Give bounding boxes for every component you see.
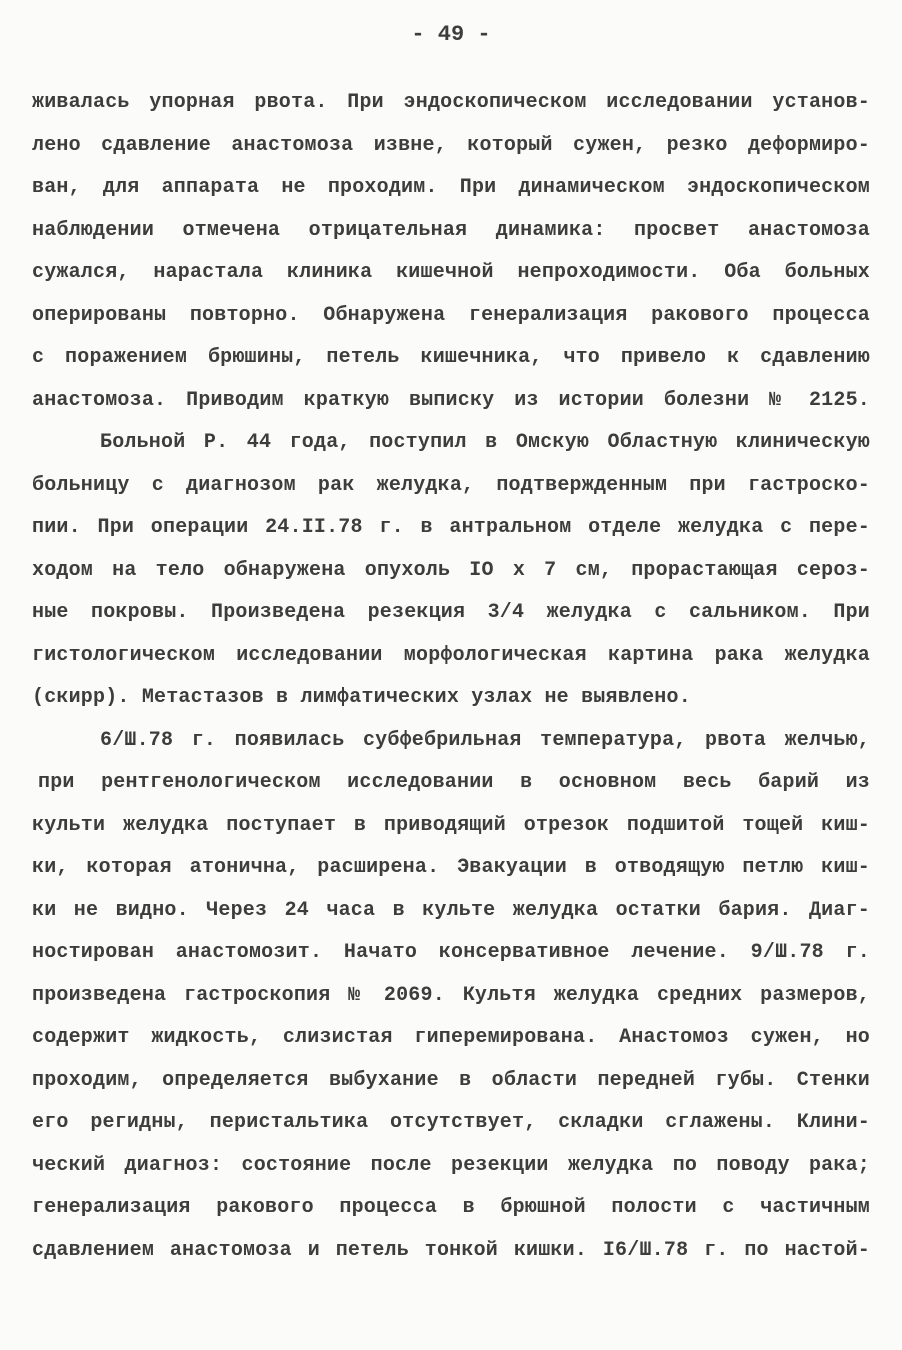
- paragraph-3: [32, 720, 870, 1273]
- text-line: ческий диагноз: состояние после резекции желудка по поводу рака;: [32, 1153, 870, 1177]
- text-line: сужался, нарастала клиника кишечной непроходимости. Оба больных: [32, 261, 870, 284]
- text-line: его регидны, перистальтика отсутствует, складки сглажены. Клини-: [32, 1111, 870, 1134]
- text-line: больницу с диагнозом рак желудка, подтвержденным при гастроско-: [32, 473, 870, 497]
- text-line: ки, которая атонична, расширена. Эвакуации в отводящую петлю киш-: [32, 856, 870, 879]
- text-line: ван, для аппарата не проходим. При динамическом эндоскопическом: [32, 176, 870, 199]
- text-line: живалась упорная рвота. При эндоскопическом исследовании установ-: [32, 91, 870, 114]
- text-line: культи желудка поступает в приводящий отрезок подшитой тощей киш-: [32, 813, 870, 837]
- text-line: сдавлением анастомоза и петель тонкой кишки. I6/Ш.78 г. по настой-: [32, 1238, 870, 1262]
- text-line: (скирр). Метастазов в лимфатических узлах не выявлено.: [32, 686, 691, 709]
- text-line: произведена гастроскопия № 2069. Культя желудка средних размеров,: [32, 983, 870, 1007]
- text-line: ные покровы. Произведена резекция 3/4 желудка с сальником. При: [32, 601, 870, 624]
- text-line: при рентгенологическом исследовании в основном весь барий из: [38, 771, 870, 794]
- text-line: лено сдавление анастомоза извне, который сужен, резко деформиро-: [32, 133, 870, 157]
- text-line: пии. При операции 24.II.78 г. в антральном отделе желудка с пере-: [32, 516, 870, 539]
- text-line: ки не видно. Через 24 часа в культе желудка остатки бария. Диаг-: [32, 898, 870, 922]
- page-number: - 49 -: [411, 22, 491, 47]
- text-line: гистологическом исследовании морфологическая картина рака желудка: [32, 643, 870, 667]
- text-line: наблюдении отмечена отрицательная динамика: просвет анастомоза: [32, 218, 870, 242]
- paragraph-2: [32, 422, 870, 720]
- text-line: проходим, определяется выбухание в области передней губы. Стенки: [32, 1068, 870, 1092]
- text-line: 6/Ш.78 г. появилась субфебрильная температура, рвота желчью,: [100, 728, 870, 752]
- text-line: ностирован анастомозит. Начато консервативное лечение. 9/Ш.78 г.: [32, 941, 870, 964]
- text-line: оперированы повторно. Обнаружена генерализация ракового процесса: [32, 303, 870, 327]
- text-line: с поражением брюшины, петель кишечника, что привело к сдавлению: [32, 346, 870, 369]
- text-line: анастомоза. Приводим краткую выписку из истории болезни № 2125.: [32, 388, 870, 412]
- text-line: генерализация ракового процесса в брюшной полости с частичным: [32, 1196, 870, 1219]
- document-text: [32, 82, 870, 1272]
- text-line: содержит жидкость, слизистая гиперемирована. Анастомоз сужен, но: [32, 1026, 870, 1049]
- text-line: Больной Р. 44 года, поступил в Омскую Областную клиническую: [100, 431, 870, 454]
- paragraph-1: [32, 82, 870, 422]
- text-line: ходом на тело обнаружена опухоль IO x 7 см, прорастающая сероз-: [32, 558, 870, 582]
